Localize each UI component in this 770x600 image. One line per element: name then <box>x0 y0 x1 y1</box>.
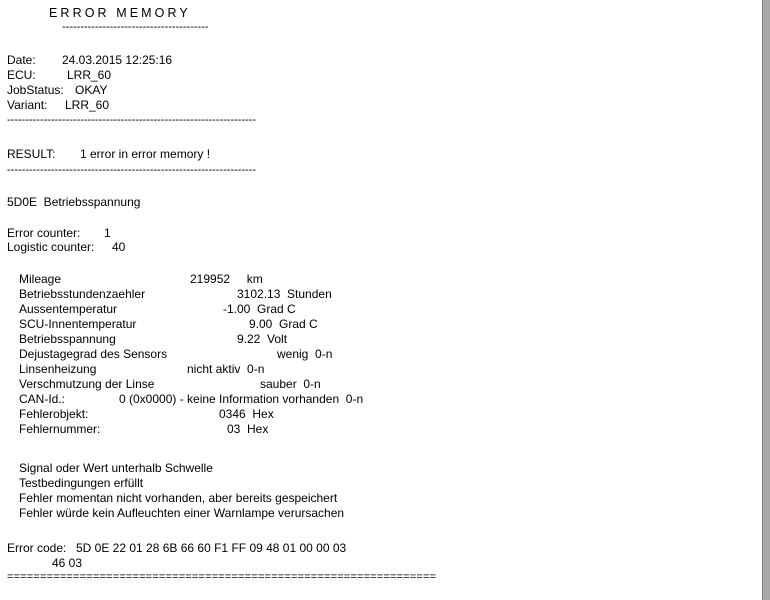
separator: -------------------------------------------------------------------- <box>7 164 257 176</box>
variant-value: LRR_60 <box>65 98 110 112</box>
title-underline: ---------------------------------------- <box>62 21 209 33</box>
env-value: 0346 Hex <box>219 407 274 421</box>
logistic-counter-label: Logistic counter: <box>7 240 95 254</box>
end-separator: ================================================================= <box>7 571 437 583</box>
result-label: RESULT: <box>7 147 56 161</box>
env-label: Fehlernummer: <box>19 422 101 436</box>
date-value: 24.03.2015 12:25:16 <box>62 53 173 67</box>
env-value: 0 (0x0000) - keine Information vorhanden 0-n <box>119 392 364 406</box>
error-counter-value: 1 <box>104 226 111 240</box>
env-label: SCU-Innentemperatur <box>19 317 137 331</box>
document-title: ERROR MEMORY <box>49 6 191 20</box>
env-value: wenig 0-n <box>277 347 333 361</box>
status-line: Testbedingungen erfüllt <box>19 476 144 490</box>
logistic-counter-value: 40 <box>112 240 126 254</box>
env-value: 03 Hex <box>227 422 269 436</box>
error-code-label: Error code: <box>7 541 67 555</box>
status-line: Fehler momentan nicht vorhanden, aber bereits gespeichert <box>19 491 338 505</box>
jobstatus-label: JobStatus: <box>7 83 64 97</box>
env-label: Dejustagegrad des Sensors <box>19 347 168 361</box>
env-label: CAN-Id.: <box>19 392 66 406</box>
status-line: Signal oder Wert unterhalb Schwelle <box>19 461 213 475</box>
env-value: 9.22 Volt <box>237 332 288 346</box>
status-line: Fehler würde kein Aufleuchten einer Warnlampe verursachen <box>19 506 345 520</box>
env-label: Betriebsspannung <box>19 332 116 346</box>
env-value: 219952 km <box>190 272 263 286</box>
env-label: Aussentemperatur <box>19 302 118 316</box>
error-code-line: 46 03 <box>52 556 83 570</box>
error-code-line: 5D 0E 22 01 28 6B 66 60 F1 FF 09 48 01 00 00 03 <box>76 541 347 555</box>
variant-label: Variant: <box>7 98 48 112</box>
separator: -------------------------------------------------------------------- <box>7 114 257 126</box>
ecu-value: LRR_60 <box>67 68 112 82</box>
env-label: Fehlerobjekt: <box>19 407 89 421</box>
env-value: 3102.13 Stunden <box>237 287 332 301</box>
env-label: Verschmutzung der Linse <box>19 377 155 391</box>
jobstatus-value: OKAY <box>75 83 108 97</box>
error-code-name: 5D0E Betriebsspannung <box>7 195 141 209</box>
result-value: 1 error in error memory ! <box>80 147 211 161</box>
env-value: 9.00 Grad C <box>249 317 318 331</box>
date-label: Date: <box>7 53 36 67</box>
env-label: Betriebsstundenzaehler <box>19 287 146 301</box>
ecu-label: ECU: <box>7 68 36 82</box>
env-value: nicht aktiv 0-n <box>187 362 265 376</box>
error-counter-label: Error counter: <box>7 226 81 240</box>
env-label: Mileage <box>19 272 62 286</box>
env-value: -1.00 Grad C <box>223 302 296 316</box>
env-value: sauber 0-n <box>260 377 321 391</box>
env-label: Linsenheizung <box>19 362 97 376</box>
